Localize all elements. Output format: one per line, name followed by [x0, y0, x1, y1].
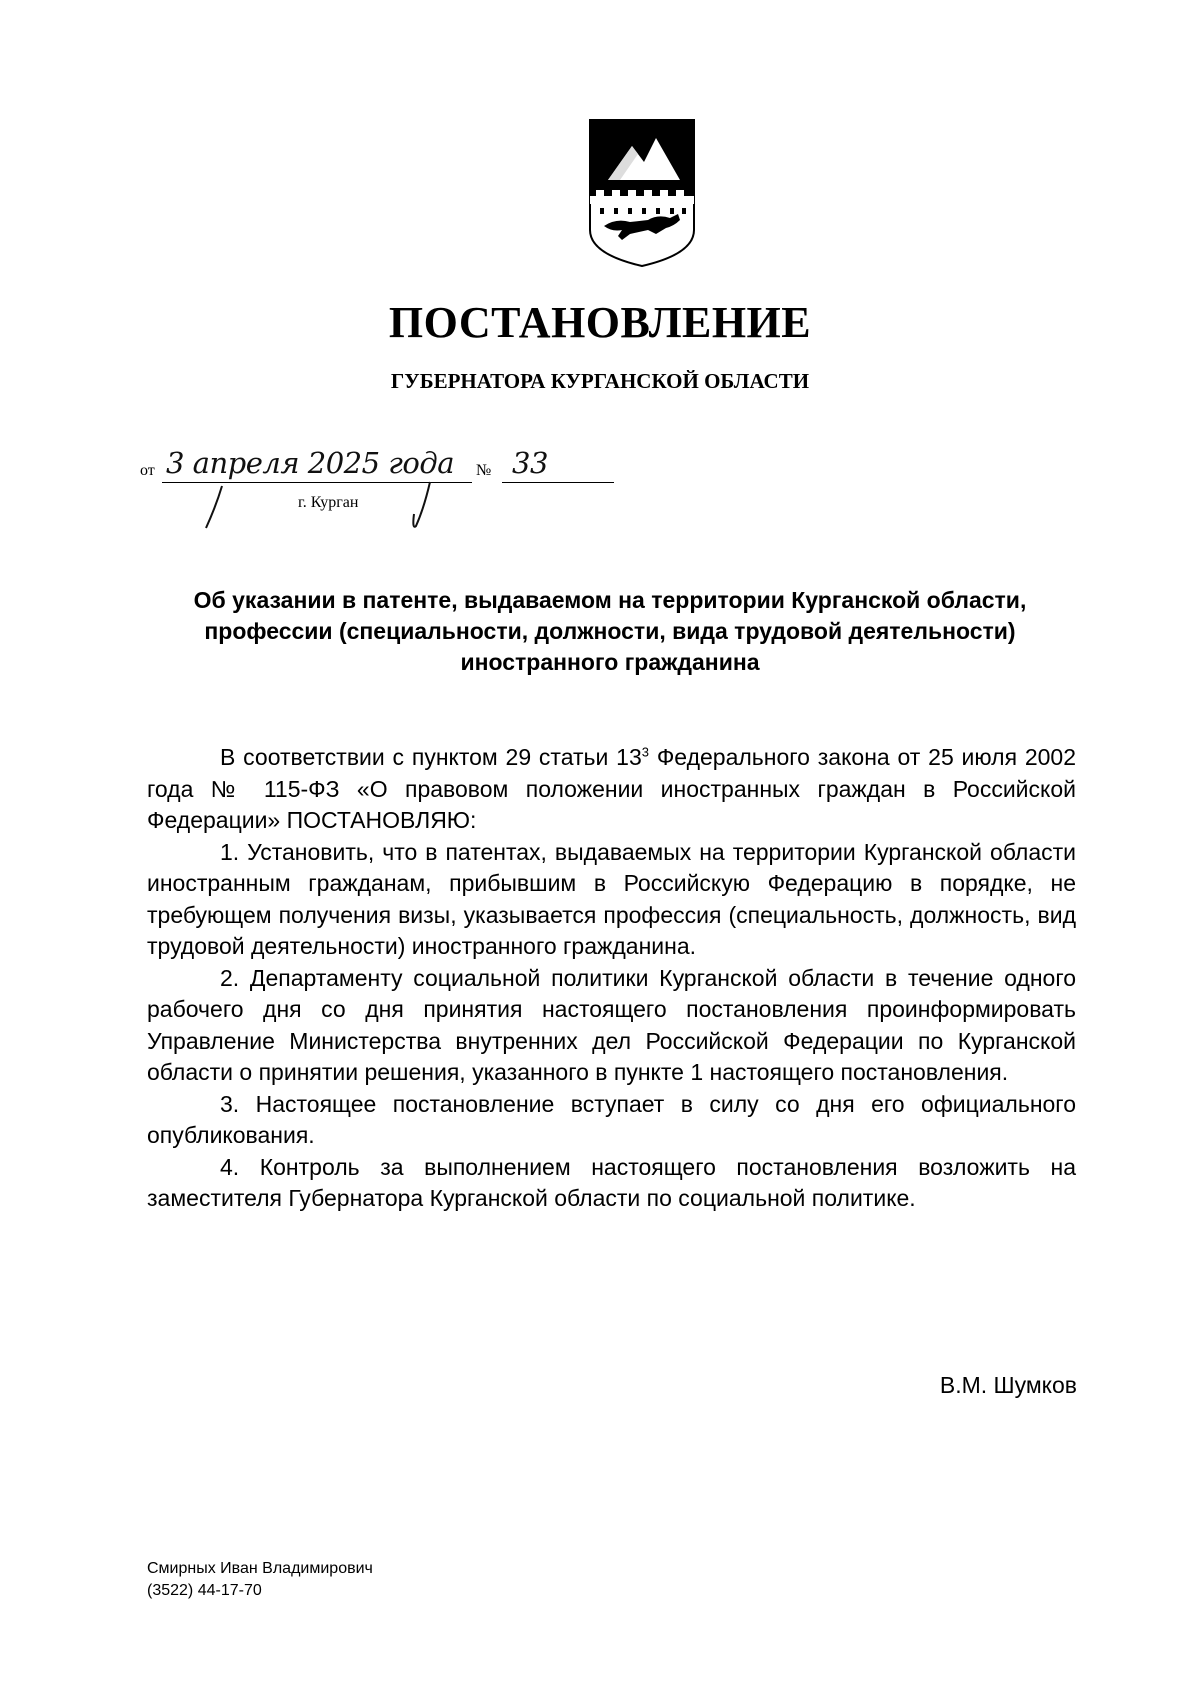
handwritten-number: 33	[512, 446, 548, 480]
item-paragraph-1: 1. Установить, что в патентах, выдаваемых на территории Курганской области иностранным гражданам, прибывшим в Российскую Федерацию в порядке, не требующем получения визы, указывается профессия (специальность, должность, вид трудовой деятельности) иностранного гражданина.	[147, 838, 1076, 959]
intro-text-part2: Федерального закона от 25 июля 2002 года № 115-ФЗ «О правовом положении иностранных граждан в Российской Федерации» ПОСТАНОВЛЯЮ:	[147, 744, 1076, 833]
subject-line: Об указании в патенте, выдаваемом на территории Курганской области,	[193, 587, 1027, 613]
item-paragraph-2: 2. Департаменту социальной политики Курганской области в течение одного рабочего дня со дня принятия настоящего постановления проинформировать Управление Министерства внутренних дел Российской Федерации по Курганской области о принятии решения, указанного в пункте 1 настоящего постановления.	[147, 964, 1076, 1085]
handwritten-date: 3 апреля 2025 года	[166, 446, 455, 480]
item-paragraph-3: 3. Настоящее постановление вступает в силу со дня его официального опубликования.	[147, 1090, 1076, 1148]
handwritten-stroke-left	[200, 484, 230, 532]
document-body	[147, 742, 1076, 1215]
coat-of-arms-emblem	[586, 118, 698, 268]
executor-block	[147, 1558, 373, 1602]
issuer-line: ГУБЕРНАТОРА КУРГАНСКОЙ ОБЛАСТИ	[390, 369, 810, 393]
number-underline	[502, 482, 614, 483]
subject-line: иностранного гражданина	[460, 649, 760, 675]
date-number-block	[140, 440, 660, 530]
city-label: г. Курган	[298, 494, 359, 511]
number-label: №	[476, 462, 492, 479]
date-label: от	[140, 462, 155, 479]
handwritten-stroke-right	[404, 478, 438, 532]
executor-phone: (3522) 44-17-70	[147, 1582, 262, 1599]
signatory-name: В.М. Шумков	[939, 1372, 1077, 1398]
document-subject	[140, 585, 1080, 678]
document-type-title: ПОСТАНОВЛЕНИЕ	[388, 298, 812, 347]
executor-name: Смирных Иван Владимирович	[147, 1560, 373, 1577]
subject-line: профессии (специальности, должности, вида трудовой деятельности)	[204, 618, 1016, 644]
intro-paragraph	[147, 742, 1076, 837]
article-superscript: 3	[641, 744, 649, 760]
item-paragraph-4: 4. Контроль за выполнением настоящего постановления возложить на заместителя Губернатора Курганской области по социальной политике.	[147, 1153, 1076, 1211]
intro-text-part1: В соответствии с пунктом 29 статьи 13	[220, 744, 642, 770]
